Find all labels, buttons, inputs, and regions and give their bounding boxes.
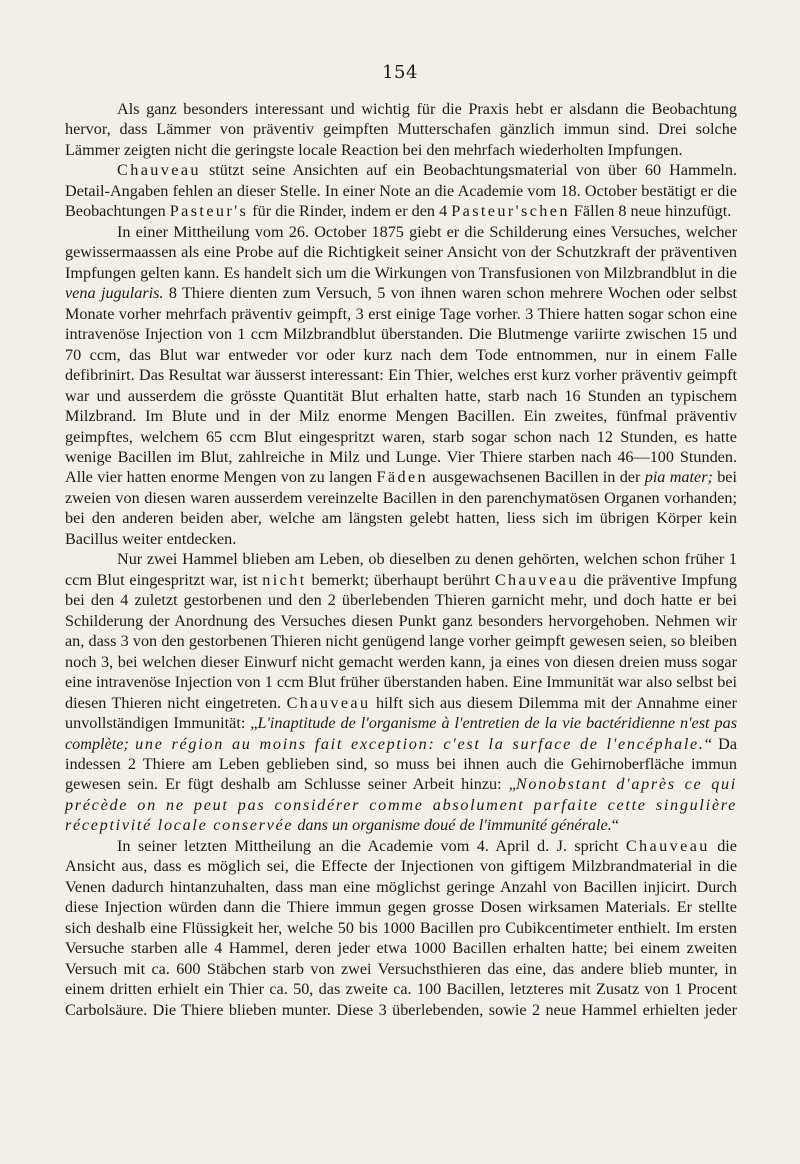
emphasis-term: Fäden [376,468,429,487]
text-run: ausgewachsenen Bacillen in der [428,468,645,487]
paragraph [65,99,737,160]
french-quote: L'inaptitude de l'organisme à l'entretien de la vie bactéridienne n'est pas complète; [65,714,737,753]
paragraph [65,836,737,1020]
text-run: “ [611,816,619,835]
text-run: bemerkt; überhaupt berührt [306,570,495,589]
paragraph [65,549,737,836]
text-run: für die Rinder, indem er den 4 [248,202,452,221]
text-run: bei zweien von diesen waren ausserdem vereinzelte Bacillen in den parenchymatösen Organen vorhanden; bei den anderen beiden aber, welche am längsten gelebt hatten, liess sich im übrigen Körper kein Bacillus weiter entdecken. [65,468,737,548]
author-name: Chauveau [117,161,201,180]
french-quote: une région au moins fait exception: c'est la surface de l'encéphale. [135,734,705,753]
emphasis-term: nicht [262,570,307,589]
author-name: Pasteur's [169,202,249,221]
author-name: Chauveau [286,693,371,712]
text-run: 8 Thiere dienten zum Versuch, 5 von ihnen waren schon mehrere Wochen oder selbst Monate vorher mehrfach präventiv geimpft, 3 erst einige Tage vorher. 3 Thiere hatten sogar schon eine intravenöse Injection von 1 ccm Milzbrandblut überstanden. Die Blutmenge variirte zwischen 15 und 70 ccm, das Blut war entweder vor oder kurz nach dem Tode entnommen, nur in einem Falle defibrinirt. Das Resultat war äusserst interessant: Ein Thier, welches erst kurz vorher präventiv geimpft war und ausserdem die grösste Quantität Blut erhalten hatte, starb nach 16 Stunden an typischem Milzbrand. Im Blute und in der Milz enorme Mengen Bacillen. Ein zweites, fünfmal präventiv geimpftes, welchem 65 ccm Blut eingespritzt waren, starb sogar schon nach 12 Stunden, es hatte wenige Bacillen im Blut, zahlreiche in Milz und Lunge. Vier Thiere starben nach 46—100 Stunden. Alle vier hatten enorme Mengen von zu langen [65,284,737,487]
author-name: Pasteur'schen [451,202,570,221]
author-name: Chauveau [625,836,710,855]
text-run: In seiner letzten Mittheilung an die Academie vom 4. April d. J. spricht [117,836,626,855]
italic-term: vena jugularis. [65,284,164,303]
text-run: Fällen 8 neue hinzufügt. [569,202,732,221]
paragraph [65,222,737,550]
italic-term: pia mater; [644,468,713,487]
text-run: Nur zwei Hammel blieben am Leben, ob dieselben zu denen gehörten, welchen schon früher 1 ccm Blut eingespritzt war, ist [65,550,737,589]
page-number: 154 [382,62,418,83]
body-text [65,99,737,1020]
french-quote: Nonobstant d'après ce qui précède on ne peut pas considérer comme absolument parfaite cette singulière réceptivité locale conservée [65,775,737,835]
author-name: Chauveau [494,570,579,589]
paragraph [65,160,737,221]
text-run: stützt seine Ansichten auf ein Beobachtungsmaterial von über 60 Hammeln. Detail-Angaben fehlen an dieser Stelle. In einer Note an die Academie vom 18. October bestätigt er die Beobachtungen [65,161,737,221]
text-run: die präventive Impfung bei den 4 zuletzt gestorbenen und den 2 überlebenden Thieren garnicht mehr, und doch hatte er bei Schilderung der Anordnung des Versuches diesen Punkt ganz besonders hervorgehoben. Nehmen wir an, dass 3 von den gestorbenen Thieren nicht genügend lange vorher geimpft gewesen seien, so bleiben noch 3, bei welchen dieser Einwurf nicht gemacht werden kann, ja eines von diesen dreien muss sogar eine intravenöse Injection von 1 ccm Blut früher überstanden haben. Eine Immunität war also selbst bei diesen Thieren nicht eingetreten. [65,570,737,712]
text-run: “ Da indessen 2 Thiere am Leben geblieben sind, so muss bei ihnen auch die Gehirnoberfläche immun gewesen sein. Er fügt deshalb am Schlusse seiner Arbeit hinzu: „ [65,734,738,794]
text-run: Als ganz besonders interessant und wichtig für die Praxis hebt er alsdann die Beobachtung hervor, dass Lämmer von präventiv geimpften Mutterschafen gänzlich immun sind. Drei solche Lämmer zeigten nicht die geringste locale Reaction bei den mehrfach wiederholten Impfungen. [65,100,737,159]
text-run: hilft sich aus diesem Dilemma mit der Annahme einer unvollständigen Immunität: „ [65,693,737,733]
text-run: In einer Mittheilung vom 26. October 1875 giebt er die Schilderung eines Versuches, welcher gewissermaassen als eine Probe auf die Richtigkeit seiner Ansicht von der Schutzkraft der präventiven Impfungen gelten kann. Es handelt sich um die Wirkungen von Transfusionen von Milzbrandblut in die [65,222,737,282]
text-run: die Ansicht aus, dass es möglich sei, die Effecte der Injectionen von giftigem Milzbrandmaterial in die Venen dadurch hintanzuhalten, dass man eine möglichst geringe Anzahl von Bacillen injicirt. Durch diese Injection würden dann die Thiere immun gegen grosse Dosen wirksamen Materials. Er stellte sich deshalb eine Flüssigkeit her, welche 50 bis 1000 Bacillen pro Cubikcentimeter enthielt. Im ersten Versuche starben alle 4 Hammel, deren jeder etwa 1000 Bacillen erhalten hatte; bei einem zweiten Versuch mit ca. 600 Stäbchen starb von zwei Versuchsthieren das eine, das andere blieb munter, in einem dritten erhielt ein Thier ca. 50, das zweite ca. 100 Bacillen, letzteres mit Zusatz von 1 Procent Carbolsäure. Die Thiere blieben munter. Diese 3 überlebenden, sowie 2 neue Hammel erhielten jeder [65,836,737,1019]
french-quote: dans un organisme doué de l'immunité générale. [297,816,612,835]
